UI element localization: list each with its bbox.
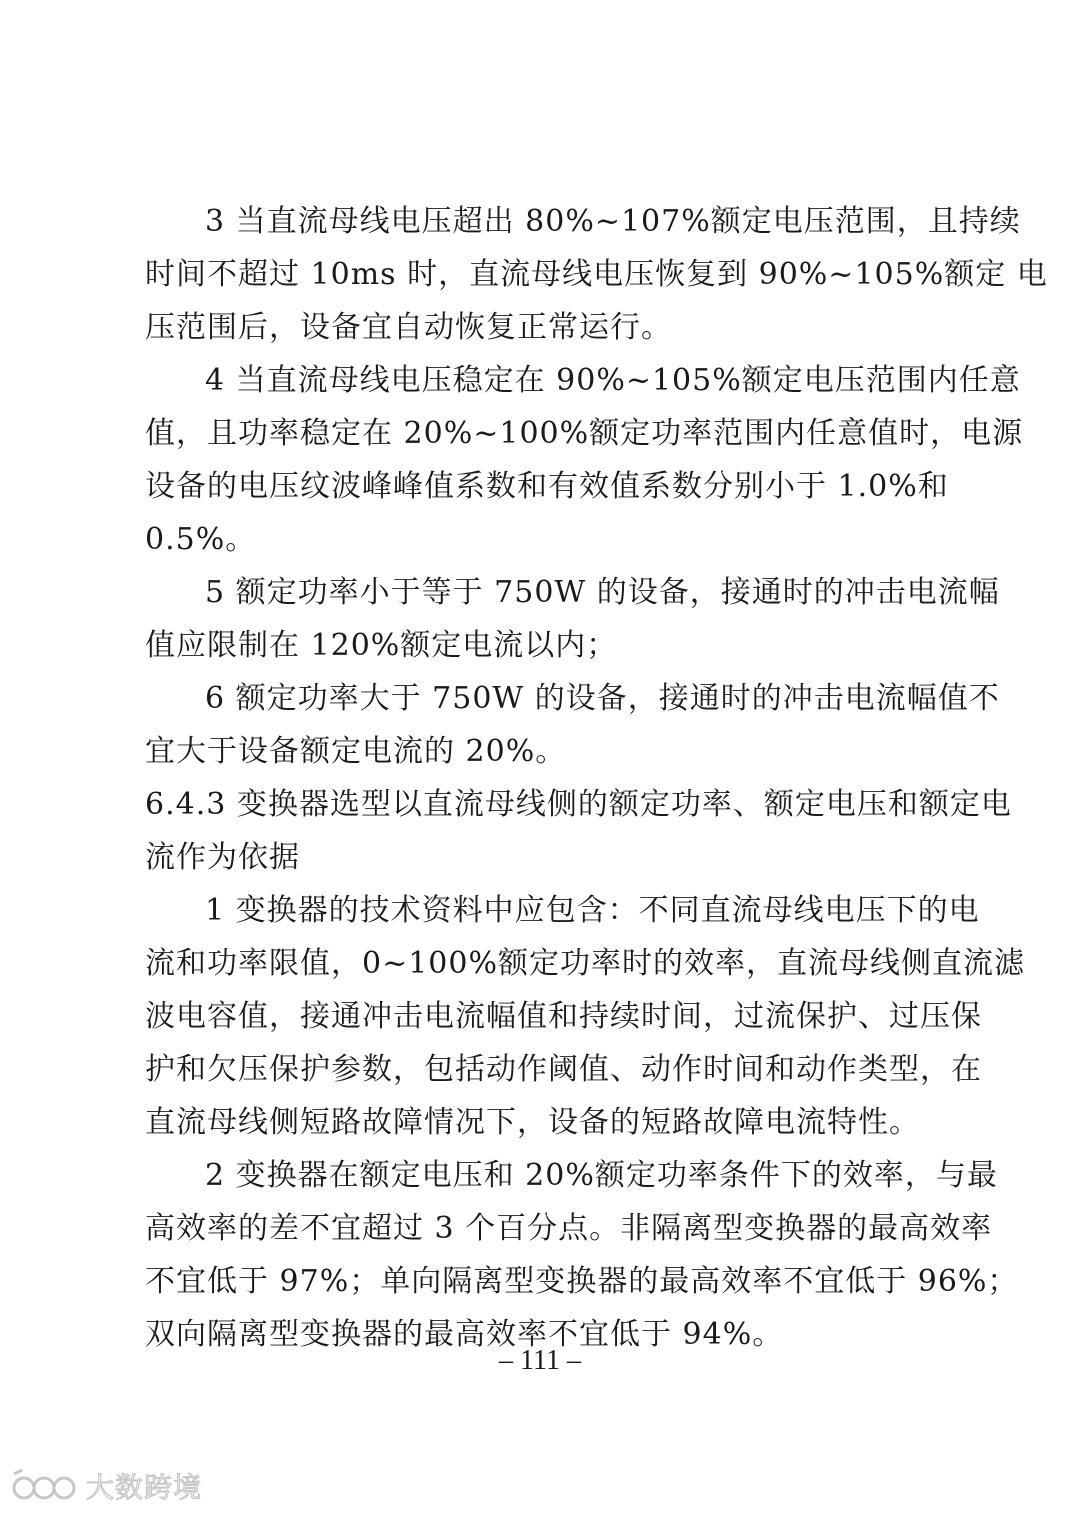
text-line: 4 当直流母线电压稳定在 90%~105%额定电压范围内任意 — [205, 363, 1021, 398]
text-line: 宜大于设备额定电流的 20%。 — [145, 734, 567, 769]
watermark-text: 大数跨境 — [86, 1471, 203, 1504]
text-line: 3 当直流母线电压超出 80%~107%额定电压范围，且持续 — [205, 204, 1021, 239]
section-heading: 6.4.3 变换器选型以直流母线侧的额定功率、额定电压和额定电 — [145, 787, 1012, 822]
text-line: 直流母线侧短路故障情况下，设备的短路故障电流特性。 — [145, 1105, 920, 1140]
text-line: 流和功率限值，0~100%额定功率时的效率，直流母线侧直流滤 — [145, 946, 1025, 981]
text-line: 时间不超过 10ms 时，直流母线电压恢复到 90%~105%额定 电 — [145, 257, 1048, 292]
text-line: 双向隔离型变换器的最高效率不宜低于 94%。 — [145, 1317, 784, 1352]
text-line: 波电容值，接通冲击电流幅值和持续时间，过流保护、过压保 — [145, 999, 982, 1034]
text-line: 6 额定功率大于 750W 的设备，接通时的冲击电流幅值不 — [205, 681, 1000, 716]
text-line: 5 额定功率小于等于 750W 的设备，接通时的冲击电流幅 — [205, 575, 1000, 610]
text-line: 值，且功率稳定在 20%~100%额定功率范围内任意值时，电源 — [145, 416, 1024, 451]
text-line: 护和欠压保护参数，包括动作阈值、动作时间和动作类型，在 — [145, 1052, 982, 1087]
text-line: 0.5%。 — [145, 522, 257, 557]
watermark — [10, 1466, 202, 1506]
text-line: 压范围后，设备宜自动恢复正常运行。 — [145, 310, 672, 345]
text-line: 值应限制在 120%额定电流以内； — [145, 628, 618, 663]
text-line: 高效率的差不宜超过 3 个百分点。非隔离型变换器的最高效率 — [145, 1211, 993, 1246]
text-line: 设备的电压纹波峰峰值系数和有效值系数分别小于 1.0%和 — [145, 469, 949, 504]
text-line: 2 变换器在额定电压和 20%额定功率条件下的效率，与最 — [205, 1158, 998, 1193]
text-line: 1 变换器的技术资料中应包含：不同直流母线电压下的电 — [205, 893, 980, 928]
section-heading: 流作为依据 — [145, 840, 300, 875]
ring-logo-icon — [10, 1466, 82, 1506]
page-number: – 111 – — [499, 1345, 581, 1376]
text-line: 不宜低于 97%；单向隔离型变换器的最高效率不宜低于 96%； — [145, 1264, 1019, 1299]
